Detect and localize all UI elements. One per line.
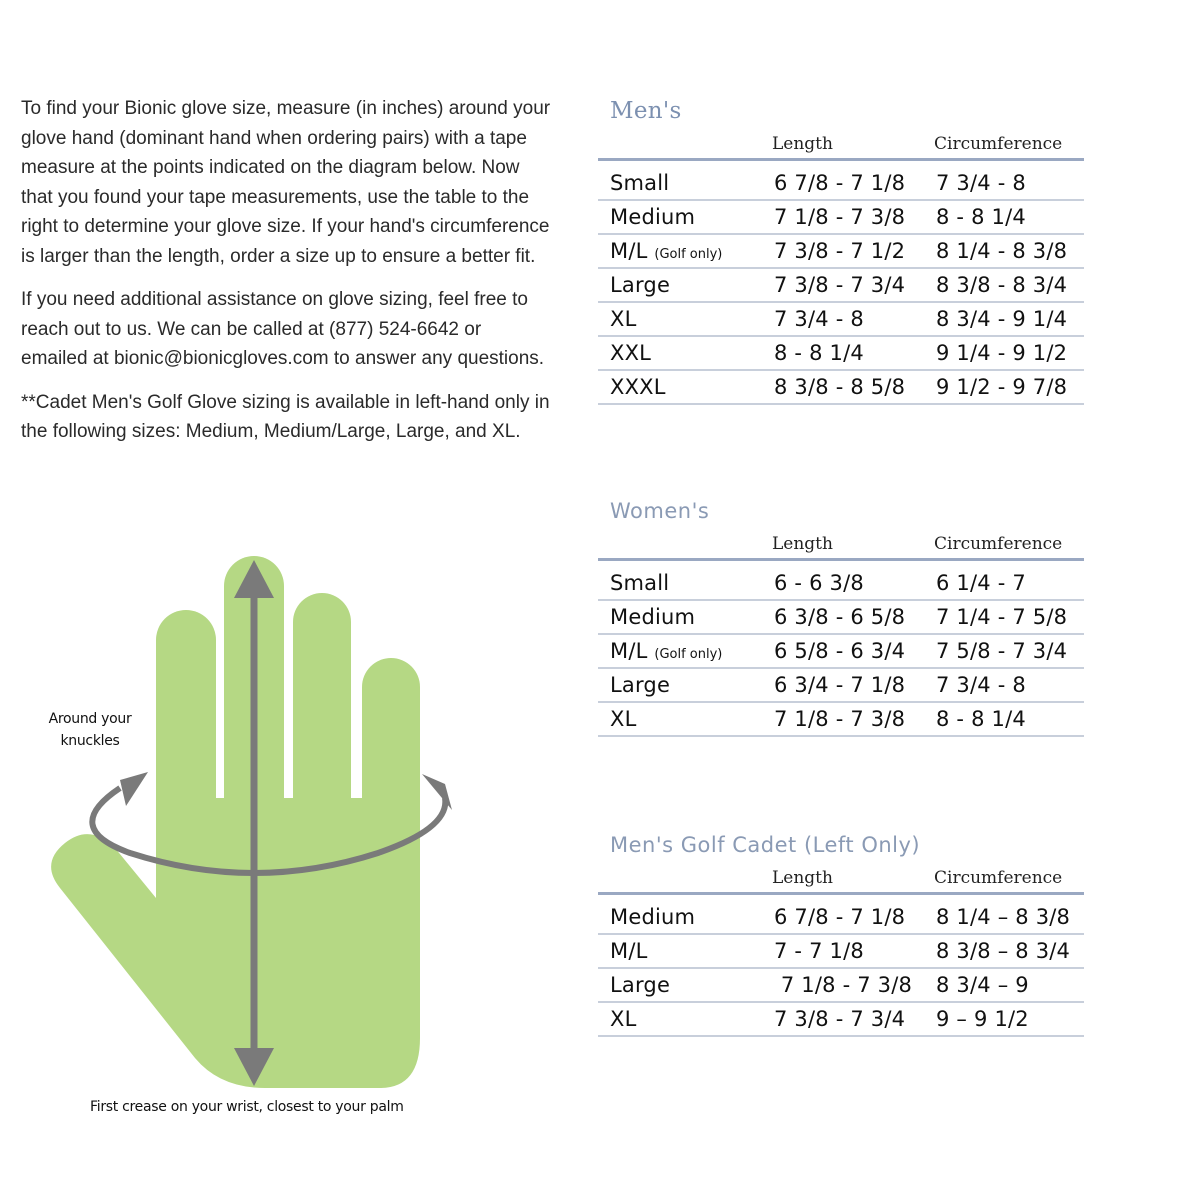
circumference-value: 7 5/8 - 7 3/4 <box>936 639 1068 663</box>
circumference-value: 8 3/8 – 8 3/4 <box>936 939 1071 963</box>
circumference-value: 7 3/4 - 8 <box>936 673 1026 697</box>
circumference-value: 9 1/4 - 9 1/2 <box>936 341 1068 365</box>
instructions-paragraph: To find your Bionic glove size, measure (in inches) around your glove hand (dominant hand when ordering pairs) with a tape measure at the points indicated on the diagram below. Now that you found your tape measurements, use the table to the right to determine your glove size. If your hand's circumference is larger than the length, order a size up to ensure a better fit. <box>21 98 551 267</box>
table-row <box>598 1003 1084 1037</box>
size-label: Small <box>610 571 670 595</box>
table-header <box>598 860 1084 895</box>
length-value: 7 3/8 - 7 3/4 <box>774 1007 906 1031</box>
hand-icon <box>51 556 420 1088</box>
table-row <box>598 235 1084 269</box>
header-circumference: Circumference <box>934 868 1063 888</box>
cadet-note-paragraph: **Cadet Men's Golf Glove sizing is available in left-hand only in the following sizes: Medium, Medium/Large, Large, and XL. <box>21 391 550 442</box>
table-row <box>598 901 1084 935</box>
table-header <box>598 126 1084 161</box>
circumference-value: 9 1/2 - 9 7/8 <box>936 375 1068 399</box>
length-value: 6 7/8 - 7 1/8 <box>774 171 906 195</box>
golf-only-note: (Golf only) <box>654 647 723 662</box>
circumference-value: 8 3/4 – 9 <box>936 973 1029 997</box>
size-label: M/L <box>610 239 648 263</box>
hand-measurement-diagram <box>20 548 500 1128</box>
mens-table-title: Men's <box>610 98 682 124</box>
length-value: 6 3/4 - 7 1/8 <box>774 673 906 697</box>
table-row <box>598 669 1084 703</box>
length-value: 7 3/8 - 7 1/2 <box>774 239 906 263</box>
table-row <box>598 601 1084 635</box>
header-circumference: Circumference <box>934 534 1063 554</box>
circumference-value: 8 3/8 - 8 3/4 <box>936 273 1068 297</box>
length-value: 7 1/8 - 7 3/8 <box>774 973 913 997</box>
circumference-value: 7 3/4 - 8 <box>936 171 1026 195</box>
length-value: 8 3/8 - 8 5/8 <box>774 375 906 399</box>
circumference-value: 8 1/4 - 8 3/8 <box>936 239 1068 263</box>
length-value: 7 - 7 1/8 <box>774 939 864 963</box>
length-value: 7 1/8 - 7 3/8 <box>774 205 906 229</box>
header-length: Length <box>772 868 833 888</box>
circumference-value: 9 – 9 1/2 <box>936 1007 1029 1031</box>
size-label: Medium <box>610 205 696 229</box>
table-row <box>598 303 1084 337</box>
circumference-value: 8 1/4 – 8 3/8 <box>936 905 1071 929</box>
womens-table-title: Women's <box>610 499 710 523</box>
table-row <box>598 969 1084 1003</box>
size-label: M/L <box>610 639 648 663</box>
knuckles-label <box>38 708 142 752</box>
size-label: XL <box>610 307 637 331</box>
cadet-table-title: Men's Golf Cadet (Left Only) <box>610 833 921 857</box>
circumference-value: 6 1/4 - 7 <box>936 571 1026 595</box>
mens-size-table <box>598 96 1084 405</box>
length-value: 6 3/8 - 6 5/8 <box>774 605 906 629</box>
womens-size-table <box>598 496 1084 737</box>
size-label: Medium <box>610 605 696 629</box>
circumference-value: 8 - 8 1/4 <box>936 205 1026 229</box>
table-row <box>598 201 1084 235</box>
knuckles-label-line1: Around your <box>48 711 132 727</box>
size-label: Large <box>610 273 671 297</box>
table-header <box>598 526 1084 561</box>
contact-paragraph: If you need additional assistance on glove sizing, feel free to reach out to us. We can be called at (877) 524-6642 or emailed at bionic@bionicgloves.com to answer any questions. <box>21 289 545 369</box>
sizing-instructions <box>21 94 551 461</box>
length-value: 6 - 6 3/8 <box>774 571 864 595</box>
size-label: Large <box>610 973 671 997</box>
table-row <box>598 703 1084 737</box>
table-row <box>598 337 1084 371</box>
circumference-value: 7 1/4 - 7 5/8 <box>936 605 1068 629</box>
wrist-label: First crease on your wrist, closest to your palm <box>90 1099 404 1115</box>
header-length: Length <box>772 534 833 554</box>
table-row <box>598 167 1084 201</box>
size-label: Large <box>610 673 671 697</box>
table-row <box>598 567 1084 601</box>
size-label: XXL <box>610 341 652 365</box>
table-row <box>598 371 1084 405</box>
table-row <box>598 635 1084 669</box>
golf-only-note: (Golf only) <box>654 247 723 262</box>
knuckles-label-line2: knuckles <box>60 733 120 749</box>
size-label: Small <box>610 171 670 195</box>
length-value: 7 3/4 - 8 <box>774 307 864 331</box>
length-value: 8 - 8 1/4 <box>774 341 864 365</box>
cadet-size-table <box>598 830 1084 1037</box>
length-value: 6 5/8 - 6 3/4 <box>774 639 906 663</box>
length-value: 7 3/8 - 7 3/4 <box>774 273 906 297</box>
header-circumference: Circumference <box>934 134 1063 154</box>
header-length: Length <box>772 134 833 154</box>
circumference-value: 8 - 8 1/4 <box>936 707 1026 731</box>
table-row <box>598 935 1084 969</box>
size-label: XXXL <box>610 375 666 399</box>
size-label: Medium <box>610 905 696 929</box>
circumference-value: 8 3/4 - 9 1/4 <box>936 307 1068 331</box>
length-value: 6 7/8 - 7 1/8 <box>774 905 906 929</box>
table-row <box>598 269 1084 303</box>
size-label: M/L <box>610 939 648 963</box>
length-value: 7 1/8 - 7 3/8 <box>774 707 906 731</box>
size-label: XL <box>610 1007 637 1031</box>
size-label: XL <box>610 707 637 731</box>
